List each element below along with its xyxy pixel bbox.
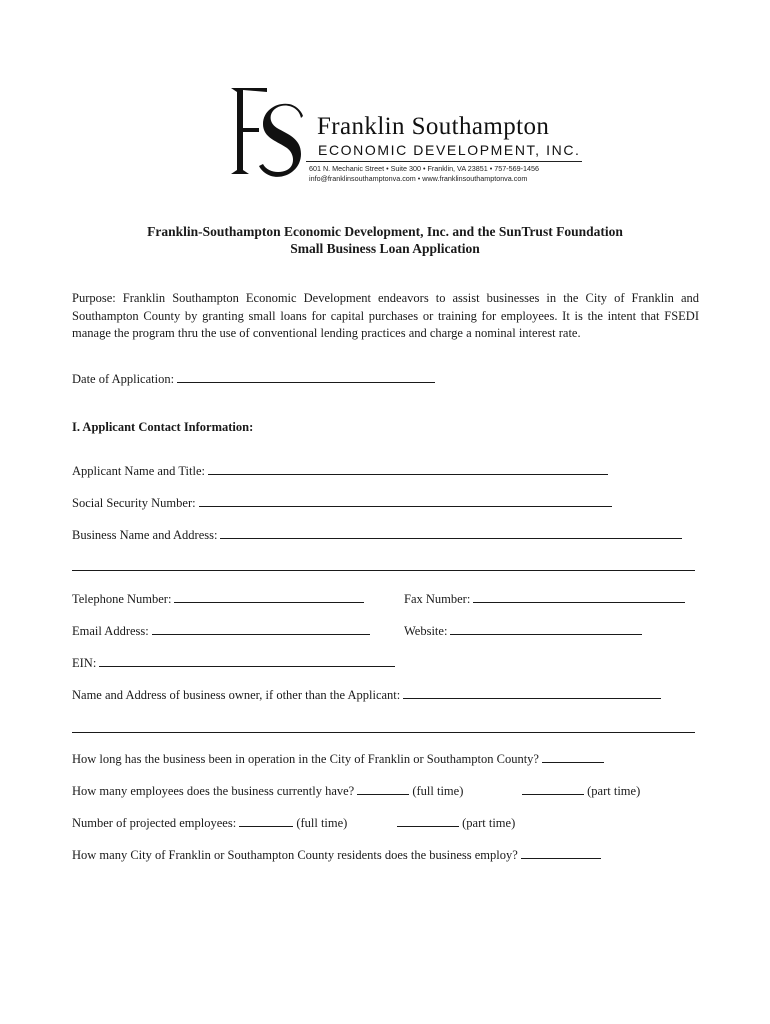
section-heading: I. Applicant Contact Information:	[72, 420, 254, 434]
fax-field[interactable]	[473, 591, 685, 603]
address-line-2: info@franklinsouthamptonva.com • www.franklinsouthamptonva.com	[309, 174, 528, 183]
projected-full-time-label: (full time)	[296, 816, 348, 830]
ein-label: EIN:	[72, 656, 97, 670]
document-subtitle: Small Business Loan Application	[290, 241, 480, 256]
business-address-field[interactable]	[72, 569, 695, 571]
projected-part-row	[397, 815, 515, 831]
projected-part-field[interactable]	[397, 815, 459, 827]
ssn-label: Social Security Number:	[72, 496, 196, 510]
ssn-row	[72, 495, 612, 511]
address-line-1: 601 N. Mechanic Street • Suite 300 • Franklin, VA 23851 • 757-569-1456	[309, 164, 539, 173]
ein-row	[72, 655, 395, 671]
business-name-label: Business Name and Address:	[72, 528, 218, 542]
fs-logo	[229, 84, 311, 182]
employees-full-field[interactable]	[357, 783, 409, 795]
date-row	[72, 371, 435, 387]
email-field[interactable]	[152, 623, 370, 635]
residents-field[interactable]	[521, 847, 601, 859]
email-row	[72, 623, 370, 639]
org-name: Franklin Southampton	[317, 113, 550, 140]
telephone-row	[72, 591, 364, 607]
ssn-field[interactable]	[199, 495, 612, 507]
date-field[interactable]	[177, 371, 435, 383]
employees-part-field[interactable]	[522, 783, 584, 795]
website-label: Website:	[404, 624, 448, 638]
telephone-field[interactable]	[174, 591, 364, 603]
owner-row	[72, 687, 661, 703]
employees-part-row	[522, 783, 640, 799]
business-name-field[interactable]	[220, 527, 682, 539]
how-long-label: How long has the business been in operation in the City of Franklin or Southampton County?	[72, 752, 539, 766]
owner-address-field[interactable]	[72, 731, 695, 733]
employees-row	[72, 783, 463, 799]
owner-label: Name and Address of business owner, if other than the Applicant:	[72, 688, 401, 702]
applicant-name-field[interactable]	[208, 463, 608, 475]
applicant-name-label: Applicant Name and Title:	[72, 464, 205, 478]
projected-full-field[interactable]	[239, 815, 293, 827]
residents-label: How many City of Franklin or Southampton County residents does the business employ?	[72, 848, 518, 862]
full-time-label: (full time)	[412, 784, 464, 798]
letterhead-rule	[306, 161, 582, 162]
document-title: Franklin-Southampton Economic Development, Inc. and the SunTrust Foundation	[147, 224, 623, 239]
website-field[interactable]	[450, 623, 642, 635]
org-subtitle: ECONOMIC DEVELOPMENT, INC.	[318, 142, 581, 158]
owner-field[interactable]	[403, 687, 661, 699]
website-row	[404, 623, 642, 639]
fax-label: Fax Number:	[404, 592, 471, 606]
ein-field[interactable]	[99, 655, 395, 667]
org-address	[309, 164, 539, 184]
business-name-row	[72, 527, 682, 543]
employees-label: How many employees does the business currently have?	[72, 784, 355, 798]
telephone-label: Telephone Number:	[72, 592, 172, 606]
how-long-row	[72, 751, 604, 767]
how-long-field[interactable]	[542, 751, 604, 763]
fax-row	[404, 591, 685, 607]
part-time-label: (part time)	[587, 784, 641, 798]
applicant-name-row	[72, 463, 608, 479]
residents-row	[72, 847, 601, 863]
projected-row	[72, 815, 347, 831]
projected-label: Number of projected employees:	[72, 816, 237, 830]
projected-part-time-label: (part time)	[462, 816, 516, 830]
date-label: Date of Application:	[72, 372, 175, 386]
purpose-paragraph: Purpose: Franklin Southampton Economic Development endeavors to assist businesses in the City of Franklin and Southampton County by granting small loans for capital purchases or training for employees. It is the intent that FSEDI manage the program thru the use of conventional lending practices and charge a nominal interest rate.	[72, 291, 699, 340]
email-label: Email Address:	[72, 624, 149, 638]
